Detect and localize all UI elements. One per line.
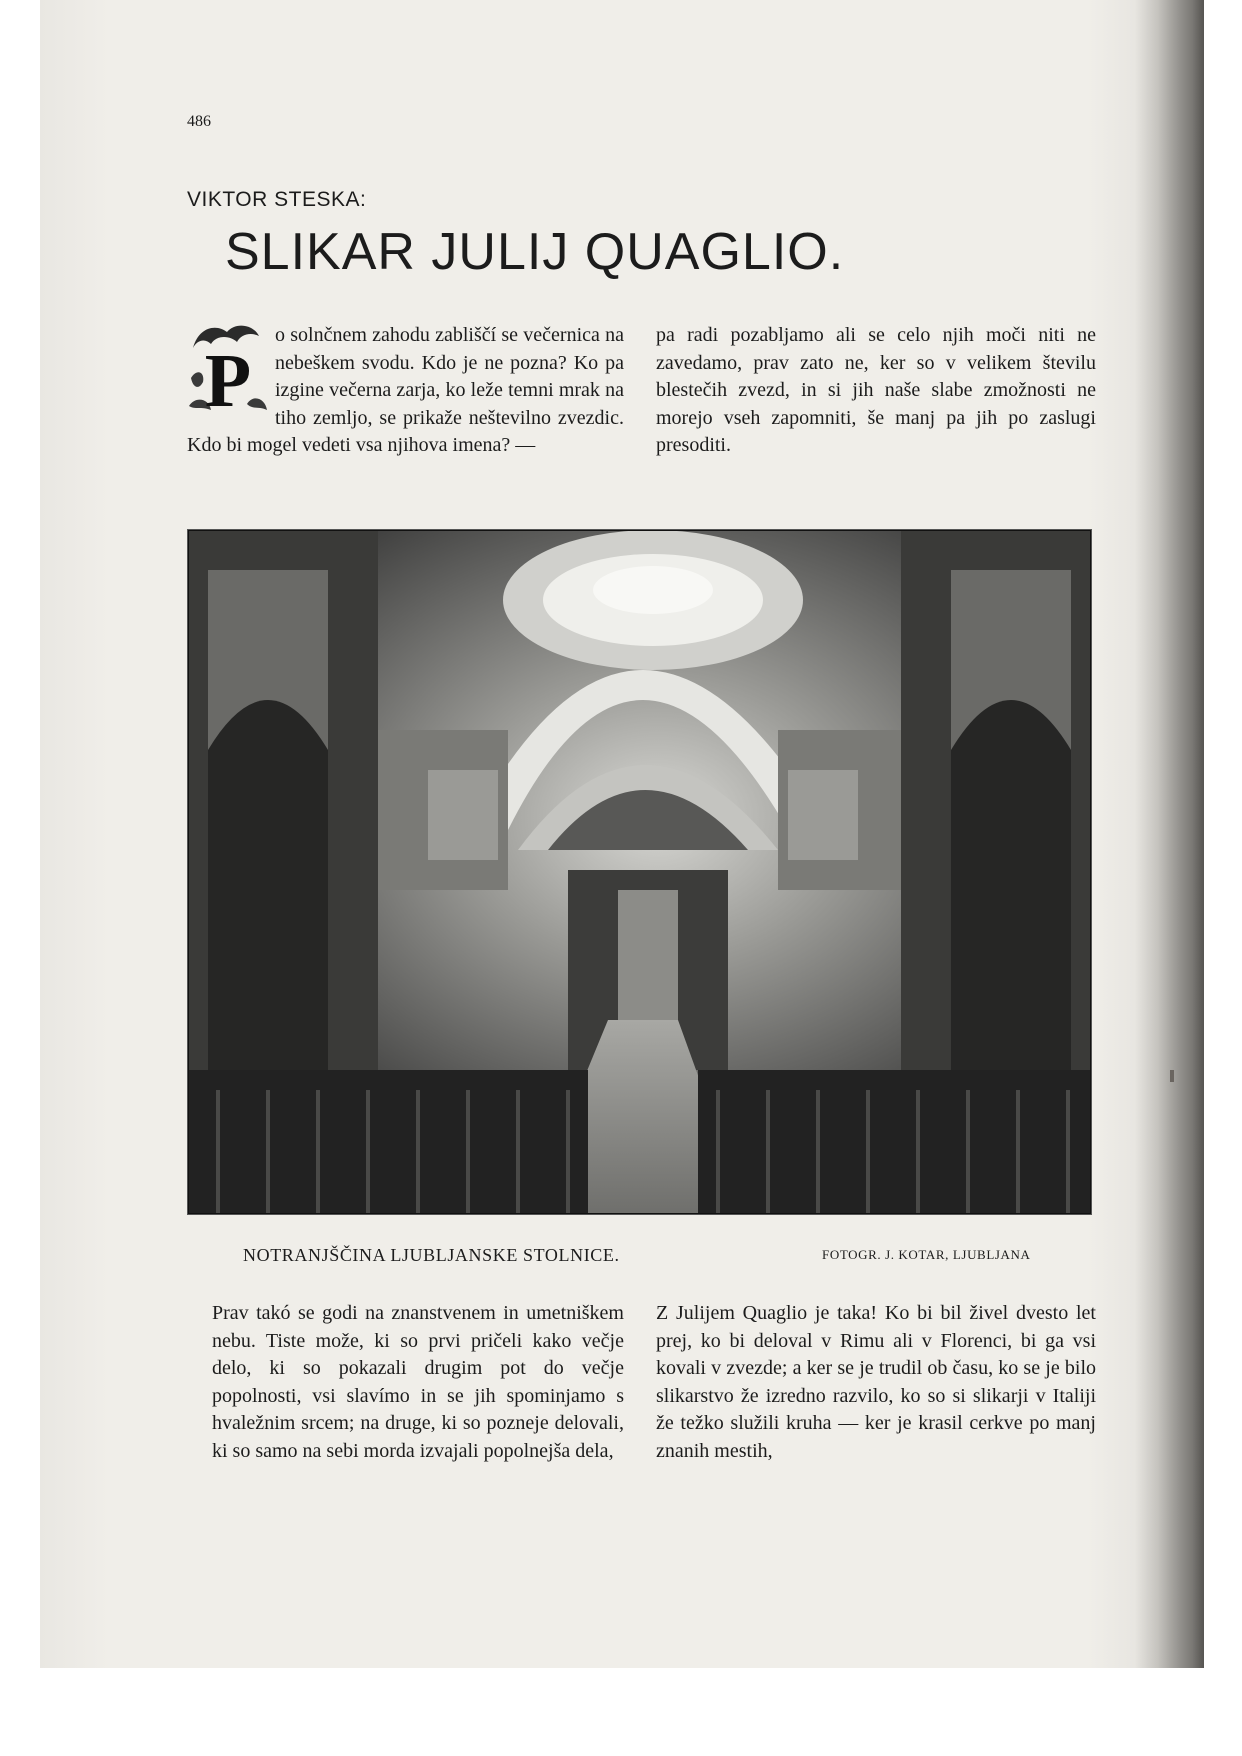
article-title: SLIKAR JULIJ QUAGLIO. <box>225 223 845 281</box>
page-number: 486 <box>187 113 211 130</box>
figure-caption: NOTRANJŠČINA LJUBLJANSKE STOLNICE. <box>243 1245 620 1265</box>
intro-left-text: o solnčnem zahodu zabliščí se večernica na nebeškem svodu. Kdo je ne pozna? Ko pa izgine večerna zarja, ko leže temni mrak na tiho zemljo, se prikaže neštevilno zvezdic. Kdo bi mogel vedeti vsa njihova imena? — <box>187 324 624 456</box>
photo-credit: FOTOGR. J. KOTAR, LJUBLJANA <box>822 1247 1031 1262</box>
author-name: VIKTOR STESKA: <box>187 188 367 211</box>
body-left-column: Prav takó se godi na znanstvenem in umetniškem nebu. Tiste može, ki so prvi pričeli kako večje delo, ki so pokazali drugim pot do večje popolnosti, vsi slavímo in se jih spominjamo s hvaležnim srcem; na druge, ki so pozneje delovali, ki so samo na sebi morda izvajali popolnejša dela, <box>212 1302 624 1462</box>
intro-left-column <box>187 322 624 460</box>
book-gutter-shadow <box>1135 0 1204 1668</box>
edge-mark <box>1170 1070 1174 1082</box>
body-right-column: Z Julijem Quaglio je taka! Ko bi bil živel dvesto let prej, ko bi deloval v Rimu ali v Florenci, bi ga vsi kovali v zvezde; a ker se je trudil ob času, ko se je bilo slikarstvo že izredno razvilo, ko so si slikarji v Italiji že težko služili kruha — ker je krasil cerkve po manj znanih mestih, <box>656 1302 1096 1462</box>
cathedral-interior-photo <box>188 530 1091 1214</box>
intro-right-column: pa radi pozabljamo ali se celo njih moči niti ne zavedamo, prav zato ne, ker so v velikem številu blestečih zvezd, in si jih naše slabe zmožnosti ne morejo vseh zapomniti, še manj pa jih po zaslugi presoditi. <box>656 324 1096 456</box>
ornamental-dropcap <box>187 318 269 422</box>
dropcap-letter: P <box>204 339 252 422</box>
